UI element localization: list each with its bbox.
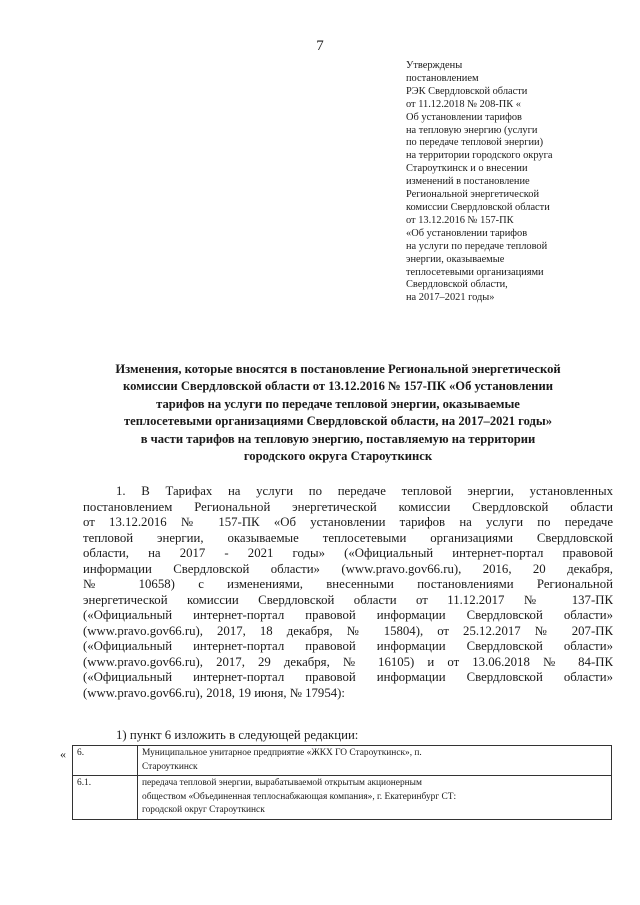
cell-line: передача тепловой энергии, вырабатываемой открытым акционерным <box>142 778 422 788</box>
approval-line: «Об установлении тарифов <box>406 227 528 239</box>
approval-line: Региональной энергетической <box>406 189 540 201</box>
heading-line: Изменения, которые вносятся в постановление Региональной энергетической <box>115 362 561 376</box>
body-line: постановлением Региональной энергетической комиссии Свердловской области <box>83 499 613 514</box>
heading-line: теплосетевыми организациями Свердловской области, на 2017–2021 годы» <box>123 414 553 429</box>
opening-quote-mark: « <box>60 747 66 761</box>
cell-line: городской округ Староуткинск <box>142 805 265 815</box>
approval-line: энергии, оказываемые <box>406 253 505 265</box>
approval-line: Свердловской области, <box>406 279 508 291</box>
approval-line: Утверждены <box>406 60 463 71</box>
body-line: энергетической комиссии Свердловской области от 11.12.2017 № 137-ПК <box>83 592 613 607</box>
approval-line: от 13.12.2016 № 157-ПК <box>406 214 514 226</box>
approval-line: Староуткинск и о внесении <box>406 163 528 175</box>
heading-line: комиссии Свердловской области от 13.12.2016 № 157-ПК «Об установлении <box>123 379 553 394</box>
body-line: («Официальный интернет-портал правовой информации Свердловской области» <box>83 608 613 622</box>
body-line: («Официальный интернет-портал правовой информации Свердловской области» <box>83 639 613 653</box>
approval-line: от 11.12.2018 № 208-ПК « <box>406 98 521 110</box>
row-number-cell: 6.1. <box>73 776 138 820</box>
approval-line: Об установлении тарифов <box>406 111 522 123</box>
approval-line: по передаче тепловой энергии) <box>406 137 544 149</box>
heading-line: городского округа Староуткинск <box>243 449 433 464</box>
approval-line: на тепловую энергию (услуги <box>406 124 538 136</box>
cell-line: Староуткинск <box>142 761 198 772</box>
body-line: (www.pravo.gov66.ru), 2017, 29 декабря, № 16105) и от 13.06.2018 № 84-ПК <box>83 654 613 669</box>
approval-line: на территории городского округа <box>406 150 553 162</box>
body-line: (www.pravo.gov66.ru), 2018, 19 июня, № 17954): <box>83 685 345 700</box>
body-line: № 10658) с изменениями, внесенными постановлениями Региональной <box>83 577 613 591</box>
page-number: 7 <box>316 38 324 54</box>
body-line: («Официальный интернет-портал правовой информации Свердловской области» <box>83 670 613 684</box>
approval-line: теплосетевыми организациями <box>406 266 544 278</box>
row-number-cell: 6. <box>73 746 138 776</box>
approval-line: на 2017–2021 годы» <box>406 292 495 304</box>
document-heading <box>70 361 606 465</box>
approval-block <box>406 60 626 305</box>
row-description-cell <box>138 746 612 776</box>
table-row <box>73 776 612 820</box>
approval-line: на услуги по передаче тепловой <box>406 240 548 252</box>
body-paragraph <box>83 484 613 701</box>
body-line: тепловой энергии, оказываемые теплосетевыми организациями Свердловской <box>83 530 613 545</box>
body-line: информации Свердловской области» (www.pravo.gov66.ru), 2016, 20 декабря, <box>83 561 613 576</box>
body-line: области, на 2017 - 2021 годы» («Официальный интернет-портал правовой <box>83 546 613 560</box>
amendment-table <box>72 745 612 820</box>
cell-line: Муниципальное унитарное предприятие «ЖКХ ГО Староуткинск», п. <box>142 748 422 758</box>
approval-line: РЭК Свердловской области <box>406 85 528 97</box>
cell-line: обществом «Объединенная теплоснабжающая компания», г. Екатеринбург СТ: <box>142 791 457 802</box>
heading-line: в части тарифов на тепловую энергию, поставляемую на территории <box>140 431 536 446</box>
approval-line: комиссии Свердловской области <box>406 201 550 213</box>
body-line: 1. В Тарифах на услуги по передаче тепловой энергии, установленных <box>116 484 613 498</box>
body-line: (www.pravo.gov66.ru), 2017, 18 декабря, № 15804), от 25.12.2017 № 207-ПК <box>83 623 613 638</box>
approval-line: постановлением <box>406 72 479 84</box>
table-row <box>73 746 612 776</box>
approval-line: изменений в постановление <box>406 176 530 188</box>
heading-line: тарифов на услуги по передаче тепловой энергии, оказываемые <box>156 396 520 411</box>
subitem-text: 1) пункт 6 изложить в следующей редакции: <box>116 728 359 742</box>
row-description-cell <box>138 776 612 820</box>
body-line: от 13.12.2016 № 157-ПК «Об установлении тарифов на услуги по передаче <box>83 515 613 529</box>
